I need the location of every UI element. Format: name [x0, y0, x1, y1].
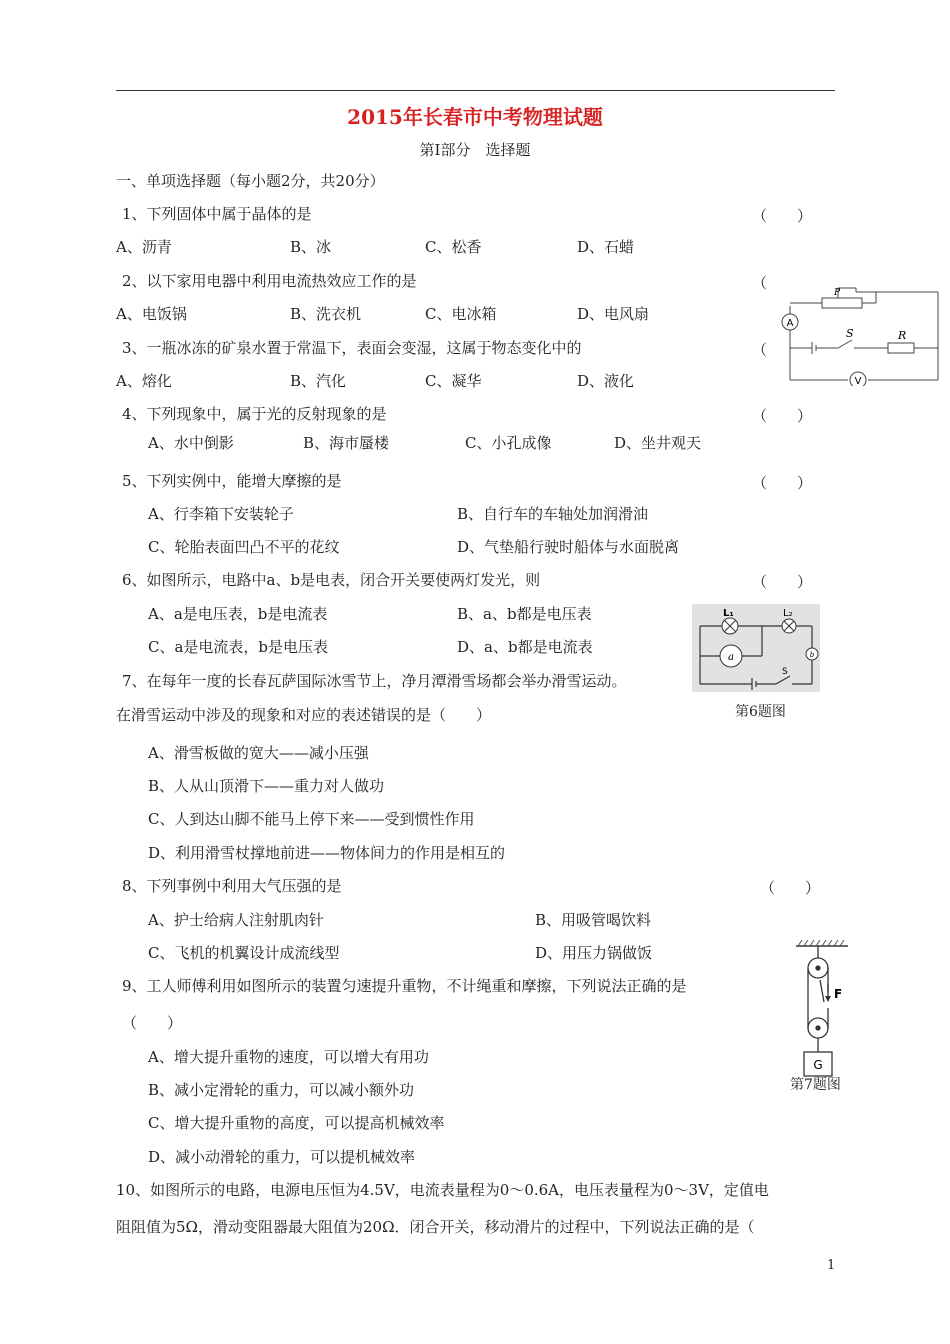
q10-resistor-label: R	[898, 329, 907, 342]
q6-l2-label: L₂	[783, 608, 793, 619]
q6-option-d: D、a、b都是电流表	[457, 638, 593, 656]
q6-stem: 6、如图所示，电路中a、b是电表，闭合开关要使两灯发光，则	[122, 571, 541, 589]
q7-option-d: D、利用滑雪杖撑地前进——物体间力的作用是相互的	[148, 844, 506, 862]
q4-option-d: D、坐井观天	[614, 434, 702, 452]
q3-option-a: A、熔化	[116, 372, 172, 390]
q6-answer-paren: （ ）	[752, 573, 813, 591]
q1-option-d: D、石蜡	[577, 238, 635, 256]
q9-figure-caption: 第7题图	[790, 1077, 841, 1093]
q3-answer-paren: （	[752, 341, 768, 359]
q5-stem: 5、下列实例中，能增大摩擦的是	[122, 472, 342, 490]
q9-option-d: D、减小动滑轮的重力，可以提机械效率	[148, 1148, 416, 1166]
q7-stem-line1: 7、在每年一度的长春瓦萨国际冰雪节上，净月潭滑雪场都会举办滑雪运动。	[122, 672, 627, 690]
q8-option-b: B、用吸管喝饮料	[535, 911, 652, 929]
q10-stem-line1: 10、如图所示的电路，电源电压恒为4.5V，电流表量程为0～0.6A，电压表量程为0～3V，定值电	[116, 1181, 769, 1199]
q3-stem: 3、一瓶冰冻的矿泉水置于常温下，表面会变湿，这属于物态变化中的	[122, 339, 582, 357]
q10-circuit-figure	[776, 282, 942, 386]
q8-option-c: C、飞机的机翼设计成流线型	[148, 944, 340, 962]
q5-option-d: D、气垫船行驶时船体与水面脱离	[457, 538, 680, 556]
q4-option-a: A、水中倒影	[148, 434, 234, 452]
q10-switch-label: S	[846, 327, 854, 340]
q9-option-c: C、增大提升重物的高度，可以提高机械效率	[148, 1114, 445, 1132]
q3-option-d: D、液化	[577, 372, 635, 390]
q9-stem-line1: 9、工人师傅利用如图所示的装置匀速提升重物，不计绳重和摩擦，下列说法正确的是	[122, 977, 687, 995]
q4-stem: 4、下列现象中，属于光的反射现象的是	[122, 405, 387, 423]
q1-option-a: A、沥青	[116, 238, 172, 256]
q5-option-a: A、行李箱下安装轮子	[148, 505, 294, 523]
q5-option-c: C、轮胎表面凹凸不平的花纹	[148, 538, 340, 556]
q2-option-d: D、电风扇	[577, 305, 650, 323]
q2-option-a: A、电饭锅	[116, 305, 187, 323]
q10-slider-label: P	[834, 288, 841, 298]
q4-option-b: B、海市蜃楼	[303, 434, 390, 452]
q2-option-b: B、洗衣机	[290, 305, 362, 323]
q7-option-a: A、滑雪板做的宽大——减小压强	[148, 744, 369, 762]
q1-option-c: C、松香	[425, 238, 482, 256]
q3-option-b: B、汽化	[290, 372, 347, 390]
q5-option-b: B、自行车的车轴处加润滑油	[457, 505, 649, 523]
q10-voltmeter-label: V	[854, 376, 862, 386]
q1-option-b: B、冰	[290, 238, 332, 256]
q10-ammeter-label: A	[786, 318, 794, 329]
q9-pulley-figure	[790, 940, 852, 1080]
q2-answer-paren: （	[752, 274, 768, 292]
q6-option-a: A、a是电压表，b是电流表	[148, 605, 328, 623]
top-rule	[116, 90, 835, 91]
q7-option-c: C、人到达山脚不能马上停下来——受到惯性作用	[148, 810, 475, 828]
q6-meter-a-label: a	[728, 652, 734, 663]
q7-option-b: B、人从山顶滑下——重力对人做功	[148, 777, 385, 795]
page-title: 2015年长春市中考物理试题	[347, 105, 603, 129]
q2-stem: 2、以下家用电器中利用电流热效应工作的是	[122, 272, 417, 290]
q9-weight-label: G	[813, 1058, 823, 1072]
page-number: 1	[827, 1258, 836, 1273]
q1-stem: 1、下列固体中属于晶体的是	[122, 205, 312, 223]
q10-stem-line2: 阻阻值为5Ω，滑动变阻器最大阻值为20Ω．闭合开关，移动滑片的过程中，下列说法正确的是（	[116, 1218, 755, 1236]
section-heading: 一、单项选择题（每小题2分，共20分）	[116, 172, 385, 190]
q8-option-a: A、护士给病人注射肌肉针	[148, 911, 324, 929]
q3-option-c: C、凝华	[425, 372, 482, 390]
q6-l1-label: L₁	[723, 608, 734, 619]
q8-option-d: D、用压力锅做饭	[535, 944, 653, 962]
q6-option-b: B、a、b都是电压表	[457, 605, 592, 623]
q8-answer-paren: （ ）	[760, 879, 821, 897]
q6-figure-caption: 第6题图	[735, 704, 786, 720]
part-heading: 第Ⅰ部分 选择题	[419, 141, 531, 159]
q4-option-c: C、小孔成像	[465, 434, 552, 452]
q4-answer-paren: （ ）	[752, 407, 813, 425]
q9-force-label: F	[834, 987, 843, 1001]
q9-option-a: A、增大提升重物的速度，可以增大有用功	[148, 1048, 429, 1066]
q5-answer-paren: （ ）	[752, 474, 813, 492]
q6-meter-b-label: b	[809, 651, 815, 659]
q2-option-c: C、电冰箱	[425, 305, 497, 323]
q9-option-b: B、减小定滑轮的重力，可以减小额外功	[148, 1081, 415, 1099]
q6-switch-label: S	[782, 667, 788, 677]
q6-circuit-figure	[692, 604, 820, 692]
q7-stem-line2: 在滑雪运动中涉及的现象和对应的表述错误的是（ ）	[116, 706, 492, 724]
q1-answer-paren: （ ）	[752, 207, 813, 225]
q8-stem: 8、下列事例中利用大气压强的是	[122, 877, 342, 895]
q9-stem-line2: （ ）	[122, 1014, 183, 1032]
q6-option-c: C、a是电流表，b是电压表	[148, 638, 329, 656]
